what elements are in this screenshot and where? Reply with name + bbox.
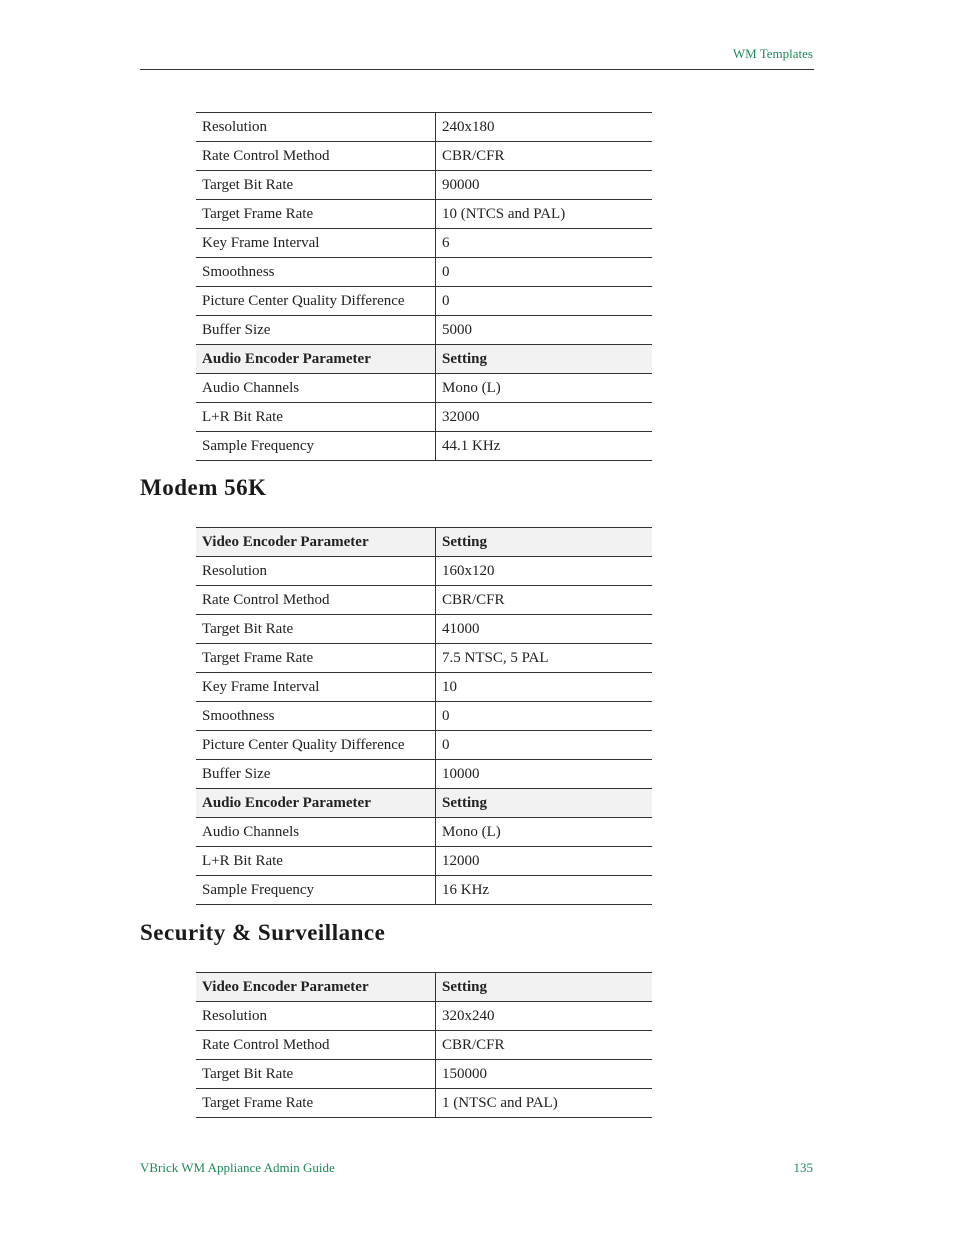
table-row [196, 673, 652, 702]
column-header-parameter: Video Encoder Parameter [196, 973, 436, 1002]
parameter-cell: Buffer Size [196, 316, 436, 345]
parameter-cell: Smoothness [196, 702, 436, 731]
encoder-settings-table-security [196, 972, 652, 1118]
table-row [196, 586, 652, 615]
setting-cell: 41000 [436, 615, 653, 644]
parameter-cell: Target Frame Rate [196, 200, 436, 229]
setting-cell: 1 (NTSC and PAL) [436, 1089, 653, 1118]
setting-cell: 0 [436, 258, 653, 287]
setting-cell: 160x120 [436, 557, 653, 586]
header-divider [140, 69, 814, 70]
parameter-cell: Key Frame Interval [196, 229, 436, 258]
parameter-cell: Resolution [196, 113, 436, 142]
column-header-setting: Setting [436, 789, 653, 818]
parameter-cell: Sample Frequency [196, 432, 436, 461]
table-row [196, 615, 652, 644]
table-row [196, 171, 652, 200]
parameter-cell: L+R Bit Rate [196, 847, 436, 876]
setting-cell: 150000 [436, 1060, 653, 1089]
parameter-cell: Sample Frequency [196, 876, 436, 905]
table-header-row [196, 973, 652, 1002]
parameter-cell: Audio Channels [196, 374, 436, 403]
section-title-modem-56k: Modem 56K [140, 475, 267, 500]
table-row [196, 432, 652, 461]
table-header-row [196, 345, 652, 374]
table-row [196, 760, 652, 789]
table-row [196, 403, 652, 432]
setting-cell: 7.5 NTSC, 5 PAL [436, 644, 653, 673]
setting-cell: 16 KHz [436, 876, 653, 905]
parameter-cell: Buffer Size [196, 760, 436, 789]
setting-cell: 5000 [436, 316, 653, 345]
column-header-setting: Setting [436, 345, 653, 374]
column-header-parameter: Audio Encoder Parameter [196, 345, 436, 374]
setting-cell: Mono (L) [436, 818, 653, 847]
table-header-row [196, 528, 652, 557]
parameter-cell: Audio Channels [196, 818, 436, 847]
column-header-parameter: Audio Encoder Parameter [196, 789, 436, 818]
footer-page-number: 135 [793, 1160, 813, 1175]
section-title-security-surveillance: Security & Surveillance [140, 920, 386, 945]
table-row [196, 200, 652, 229]
setting-cell: CBR/CFR [436, 142, 653, 171]
table-row [196, 847, 652, 876]
parameter-cell: Resolution [196, 557, 436, 586]
setting-cell: 10 (NTCS and PAL) [436, 200, 653, 229]
table-row [196, 818, 652, 847]
parameter-cell: Smoothness [196, 258, 436, 287]
setting-cell: 10 [436, 673, 653, 702]
table-header-row [196, 789, 652, 818]
table-row [196, 1060, 652, 1089]
running-header: WM Templates [732, 46, 813, 61]
parameter-cell: Target Frame Rate [196, 1089, 436, 1118]
column-header-parameter: Video Encoder Parameter [196, 528, 436, 557]
column-header-setting: Setting [436, 528, 653, 557]
setting-cell: 44.1 KHz [436, 432, 653, 461]
table-row [196, 287, 652, 316]
table-row [196, 229, 652, 258]
parameter-cell: Resolution [196, 1002, 436, 1031]
table-row [196, 142, 652, 171]
table-row [196, 644, 652, 673]
parameter-cell: Rate Control Method [196, 142, 436, 171]
parameter-cell: Rate Control Method [196, 1031, 436, 1060]
parameter-cell: Picture Center Quality Difference [196, 287, 436, 316]
parameter-cell: Target Bit Rate [196, 171, 436, 200]
setting-cell: 320x240 [436, 1002, 653, 1031]
parameter-cell: Key Frame Interval [196, 673, 436, 702]
setting-cell: 0 [436, 287, 653, 316]
setting-cell: 6 [436, 229, 653, 258]
table-row [196, 113, 652, 142]
table-row [196, 731, 652, 760]
setting-cell: 240x180 [436, 113, 653, 142]
parameter-cell: Target Bit Rate [196, 615, 436, 644]
setting-cell: CBR/CFR [436, 1031, 653, 1060]
table-row [196, 557, 652, 586]
setting-cell: 90000 [436, 171, 653, 200]
parameter-cell: Target Frame Rate [196, 644, 436, 673]
table-row [196, 258, 652, 287]
table-row [196, 702, 652, 731]
setting-cell: CBR/CFR [436, 586, 653, 615]
footer-guide-title: VBrick WM Appliance Admin Guide [140, 1160, 335, 1175]
table-row [196, 374, 652, 403]
setting-cell: 10000 [436, 760, 653, 789]
parameter-cell: Target Bit Rate [196, 1060, 436, 1089]
setting-cell: 0 [436, 731, 653, 760]
encoder-settings-table-1 [196, 112, 652, 461]
table-row [196, 316, 652, 345]
setting-cell: Mono (L) [436, 374, 653, 403]
parameter-cell: Picture Center Quality Difference [196, 731, 436, 760]
setting-cell: 0 [436, 702, 653, 731]
setting-cell: 12000 [436, 847, 653, 876]
table-row [196, 1031, 652, 1060]
parameter-cell: L+R Bit Rate [196, 403, 436, 432]
table-row [196, 876, 652, 905]
setting-cell: 32000 [436, 403, 653, 432]
column-header-setting: Setting [436, 973, 653, 1002]
table-row [196, 1002, 652, 1031]
table-row [196, 1089, 652, 1118]
encoder-settings-table-modem-56k [196, 527, 652, 905]
parameter-cell: Rate Control Method [196, 586, 436, 615]
